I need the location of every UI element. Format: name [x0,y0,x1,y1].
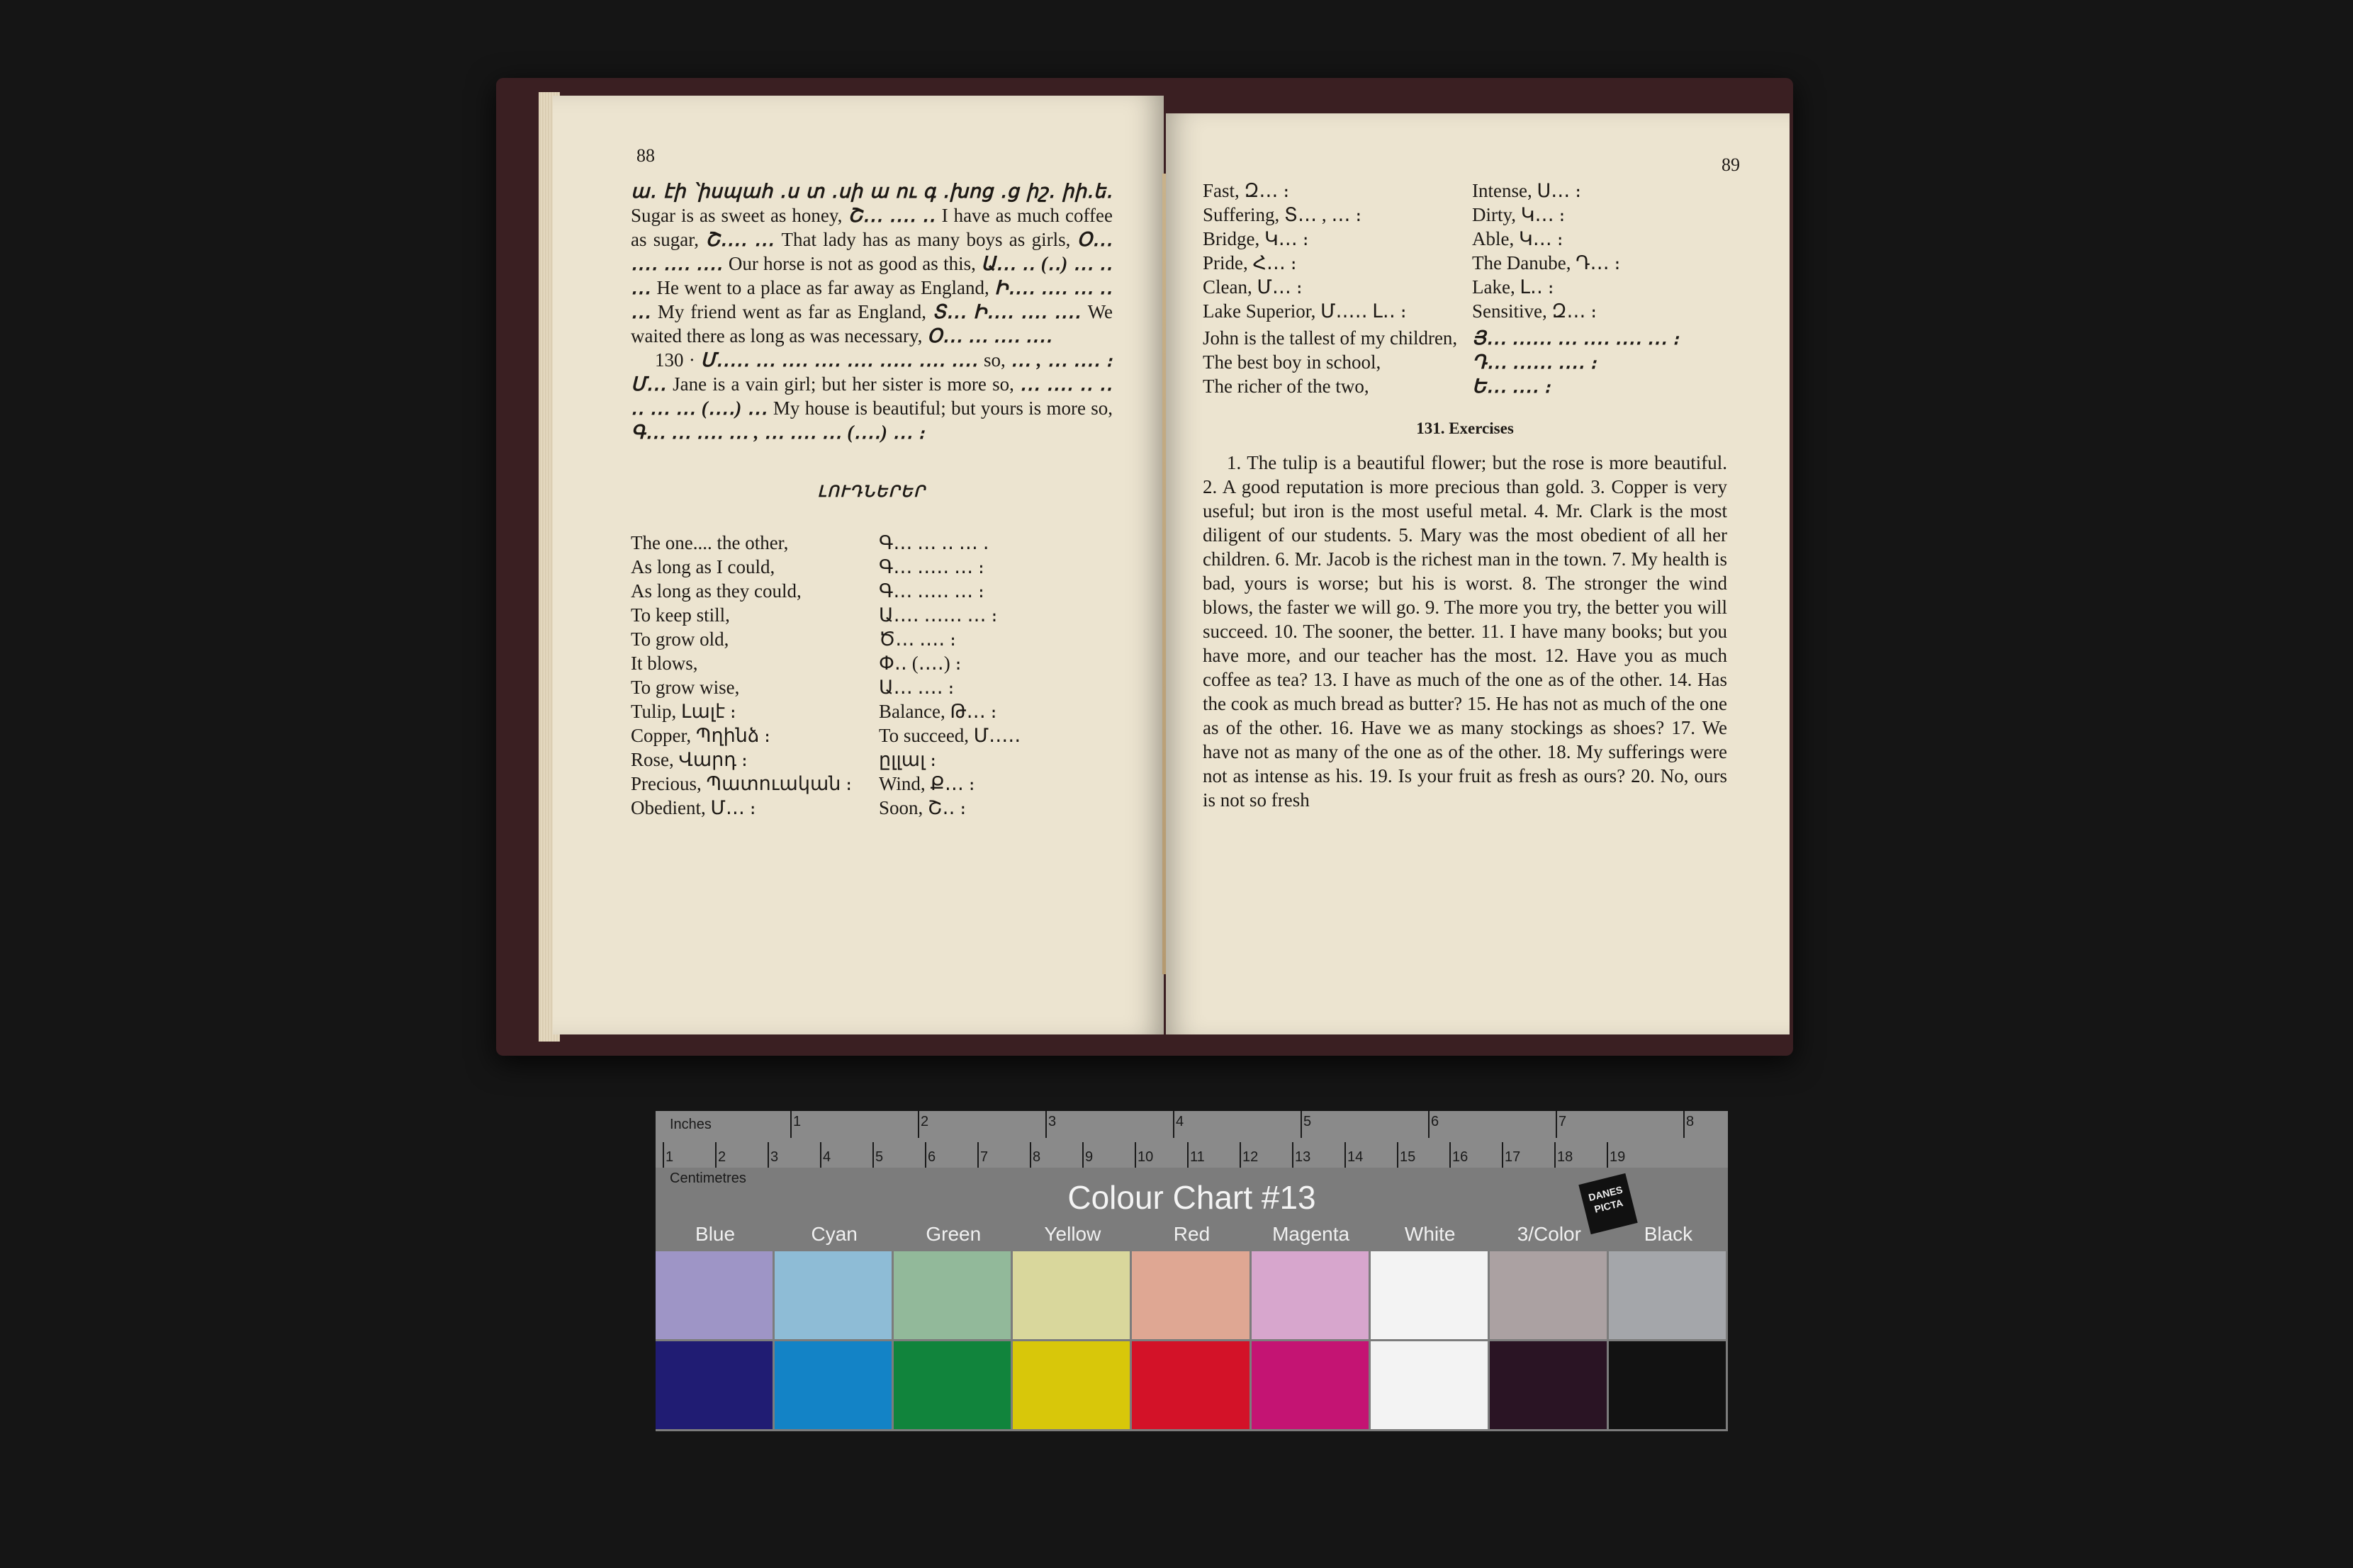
cm-tick-label: 7 [980,1149,989,1165]
colour-chart [656,1111,1728,1431]
cm-tick [1344,1142,1346,1168]
cm-tick [1135,1142,1136,1168]
vocab-entry: To keep still, [631,604,730,626]
vocab-entry: Bridge, Կ․․․ ։ [1203,228,1309,249]
english-text: so, [984,349,1011,371]
armenian-text: Շ․․․․ ․․․ [705,229,782,250]
vocab-entry: Ծ․․․ ․․․․ ։ [879,628,957,650]
vocab-entry: Ա․․․․ ․․․․․․ ․․․ ։ [879,604,998,626]
cm-tick-label: 1 [666,1149,674,1165]
colour-label: Yellow [1044,1223,1101,1245]
cm-tick [1030,1142,1031,1168]
colour-swatch-black-solid [1609,1341,1728,1431]
colour-label: 3/Color [1517,1223,1581,1245]
colour-label: Green [926,1223,982,1245]
cm-tick-label: 12 [1242,1149,1259,1165]
right-page [1166,113,1790,1034]
inch-tick-label: 3 [1048,1114,1057,1129]
page-number: 89 [1722,154,1740,175]
inch-tick-label: 1 [793,1114,802,1129]
english-text: My friend went as far as England, [657,301,933,322]
vocab-heading: ԼՈՒԴՆԵՐԵՐ [817,483,926,500]
cm-tick [663,1142,664,1168]
vocab-entry: Dirty, Կ․․․ ։ [1472,204,1566,225]
colour-label: Blue [695,1223,736,1245]
cm-tick [1607,1142,1608,1168]
cm-tick [1502,1142,1503,1168]
vocab-entry: Tulip, Լալէ ։ [631,701,736,722]
phrase-entry: The best boy in school, [1203,351,1381,373]
phrase-entry: The richer of the two, [1203,376,1369,397]
vocab-entry: The one.... the other, [631,532,789,553]
cm-tick-label: 10 [1138,1149,1154,1165]
cm-tick-label: 18 [1557,1149,1573,1165]
cm-tick-label: 2 [718,1149,726,1165]
english-text: 130 · [655,349,701,371]
inch-tick-label: 4 [1176,1114,1184,1129]
armenian-text: Օ․․․ ․․․ ․․․․ ․․․․ [927,325,1053,346]
colour-swatch-magenta-solid [1252,1341,1371,1431]
phrase-entry: Ե․․․ ․․․․ ։ [1472,376,1551,397]
vocab-entry: To grow wise, [631,677,740,698]
colour-label: Red [1173,1223,1211,1245]
cm-tick-label: 14 [1347,1149,1364,1165]
cm-tick [1292,1142,1293,1168]
right-page-text [1203,179,1727,812]
vocab-entry: Pride, Հ․․․ ։ [1203,252,1297,273]
intro-paragraph [631,179,1113,348]
vocab-entry: To grow old, [631,628,729,650]
cm-tick-label: 9 [1085,1149,1094,1165]
english-text: We waited there as long as was necessary, [631,301,1113,346]
vocab-list [631,531,1113,820]
colour-labels [656,1223,1728,1251]
brand-logo: DANES PICTA [1578,1173,1637,1234]
inch-tick [790,1111,792,1138]
cm-tick [715,1142,717,1168]
armenian-text: Մ․․․․․ ․․․ ․․․․ ․․․․ ․․․․ ․․․․․ ․․․․ ․․․․ [700,349,984,371]
colour-label: White [1404,1223,1456,1245]
vocab-entry: Clean, Մ․․․ ։ [1203,276,1303,298]
colour-swatch-3color-tint [1490,1251,1609,1341]
phrase-entry: Յ․․․ ․․․․․․ ․․․ ․․․․ ․․․․ ․․․ ։ [1472,327,1680,349]
armenian-text: Օ․․․ ․․․․ ․․․․ ․․․․ [631,229,1113,274]
vocab-entry: Rose, Վարդ ։ [631,749,748,770]
vocab-entry: The Danube, Դ․․․ ։ [1472,252,1621,273]
vocab-entry: ըլլալ ։ [879,749,937,770]
colour-swatch-black-tint [1609,1251,1728,1341]
vocab-entry: Soon, Շ․․ ։ [879,797,967,818]
vocab-entry: Wind, Ք․․․ ։ [879,773,975,794]
colour-swatch-white-solid [1371,1341,1490,1431]
colour-swatch-magenta-tint [1252,1251,1371,1341]
colour-swatch-3color-solid [1490,1341,1609,1431]
colour-swatch-yellow-solid [1013,1341,1132,1431]
cm-tick [925,1142,926,1168]
left-page [553,96,1164,1034]
phrase-entry: John is the tallest of my children, [1203,327,1458,349]
cm-tick-label: 16 [1452,1149,1468,1165]
exercises-heading: 131. Exercises [1416,419,1514,437]
inch-tick [1428,1111,1430,1138]
armenian-text: Տ․․․ Ի․․․․ ․․․․ ․․․․ [932,301,1088,322]
cm-tick [872,1142,874,1168]
armenian-text: Գ․․․ ․․․ ․․․․ ․․․ , ․․․ ․․․․ ․․․ (․․․․) ․․․ ։ [631,422,926,443]
vocab-entry: Obedient, Մ․․․ ։ [631,797,756,818]
colour-swatch-red-tint [1132,1251,1251,1341]
left-page-text [631,179,1113,820]
vocab-entry: Ա․․․ ․․․․ ։ [879,677,955,698]
english-text: My house is beautiful; but yours is more so, [773,397,1113,419]
vocab-entry: Suffering, Տ․․․ , ․․․ ։ [1203,204,1362,225]
inch-tick [1173,1111,1174,1138]
vocab-entry: As long as they could, [631,580,802,602]
colour-swatch-cyan-tint [775,1251,894,1341]
vocab-entry: Precious, Պատուական ։ [631,773,853,794]
colour-swatch-blue-tint [656,1251,775,1341]
english-text: That lady has as many boys as girls, [781,229,1077,250]
cm-tick [977,1142,979,1168]
cm-tick [820,1142,821,1168]
inch-tick [1556,1111,1557,1138]
cm-tick-label: 3 [770,1149,779,1165]
armenian-text: ․․․ , ․․․ ․․․․ ։ Մ․․․ [631,349,1113,395]
cm-tick-label: 11 [1190,1149,1205,1165]
centimetres-label: Centimetres [670,1171,746,1186]
vocab-entry: Fast, Զ․․․ ։ [1203,180,1290,201]
english-text: Sugar is as sweet as honey, [631,205,848,226]
armenian-text: Շ․․․ ․․․․ ․․ [848,205,942,226]
vocab-entry: Lake, Լ․․ ։ [1472,276,1554,298]
colour-label: Magenta [1272,1223,1350,1245]
vocab-entry: Sensitive, Զ․․․ ։ [1472,300,1597,322]
vocab-entry: To succeed, Մ․․․․․ [879,725,1021,746]
vocab-entry: Գ․․․ ․․․․․ ․․․ ։ [879,556,985,577]
cm-tick-label: 17 [1505,1149,1521,1165]
english-text: He went to a place as far away as England, [656,277,995,298]
colour-label: Black [1644,1223,1693,1245]
vocab-entry: Balance, Թ․․․ ։ [879,701,997,722]
colour-swatch-green-tint [894,1251,1013,1341]
colour-swatches [656,1251,1728,1431]
english-text: I have as much coffee as sugar, [631,205,1113,250]
colour-swatch-white-tint [1371,1251,1490,1341]
cm-tick-label: 6 [928,1149,936,1165]
cm-tick-label: 19 [1610,1149,1626,1165]
page-number: 88 [636,145,655,166]
cm-tick-label: 4 [823,1149,831,1165]
inch-tick-label: 7 [1559,1114,1567,1129]
vocab-entry: Copper, Պղինձ ։ [631,725,771,746]
cm-tick-label: 13 [1295,1149,1311,1165]
vocab-entry: As long as I could, [631,556,775,577]
colour-label: Cyan [811,1223,858,1245]
colour-swatch-red-solid [1132,1341,1251,1431]
colour-swatch-blue-solid [656,1341,775,1431]
colour-swatch-green-solid [894,1341,1013,1431]
cm-tick [1240,1142,1241,1168]
vocab-entry: Գ․․․ ․․․ ․․ ․․․ ․ [879,532,989,553]
vocab-entry: Գ․․․ ․․․․․ ․․․ ։ [879,580,985,602]
cm-tick-label: 8 [1033,1149,1041,1165]
inches-label: Inches [670,1117,712,1132]
vocab-entry: Able, Կ․․․ ։ [1472,228,1563,249]
vocab-entry: Փ․․ (․․․․) ։ [879,653,962,674]
vocab-entry: Lake Superior, Մ․․․․․ Լ․․ ։ [1203,300,1407,322]
cm-tick-label: 15 [1400,1149,1416,1165]
english-text: Our horse is not as good as this, [728,253,982,274]
cm-tick [1554,1142,1556,1168]
cm-tick [1449,1142,1451,1168]
inch-tick [1301,1111,1302,1138]
ruler [656,1111,1728,1168]
cm-tick [1082,1142,1084,1168]
vocab-entry: It blows, [631,653,698,674]
armenian-text: ․․․ ․․․․ ․․ ․․ ․․ ․․․ ․․․ (․․․․) ․․․ [631,373,1113,419]
vocab-entry: Intense, Ս․․․ ։ [1472,180,1582,201]
chart-title: Colour Chart #13 [1067,1179,1316,1216]
inch-tick-label: 5 [1303,1114,1312,1129]
cm-tick [768,1142,769,1168]
phrase-list [1203,326,1727,398]
inch-tick-label: 6 [1431,1114,1439,1129]
armenian-text: Ի․․․․ ․․․․ ․․․ ․․ ․․․ [631,277,1113,322]
section-130-paragraph [631,348,1113,444]
inch-tick-label: 8 [1686,1114,1695,1129]
colour-swatch-cyan-solid [775,1341,894,1431]
inch-tick-label: 2 [921,1114,929,1129]
phrase-entry: Դ․․․ ․․․․․․ ․․․․ ։ [1472,351,1597,373]
cm-tick [1187,1142,1189,1168]
cm-tick-label: 5 [875,1149,884,1165]
inch-tick [1045,1111,1047,1138]
exercises-text: 1. The tulip is a beautiful flower; but the rose is more beautiful. 2. A good reputation is more precious than gold. 3. Copper is very useful; but iron is the most useful metal. 4. Mr. Clark is the most diligent of our students. 5. Mary was the most obedient of all her children. 6. Mr. Jacob is the richest man in the town. 7. My health is bad, yours is worse; but his is worst. 8. The stronger the wind blows, the faster we will go. 9. The more you try, the better you will succeed. 10. The sooner, the better. 11. I have many books; but you have more, and our teacher has the most. 12. Have you as much coffee as tea? 13. I have as much of the one as of the other. 14. Has the cook as much bread as butter? 15. He has not as much of the one as of the other. 16. Have we as many stockings as shoes? 17. We have not as many of the one as of the other. 18. My sufferings were not as intense as his. 19. Is your fruit as fresh as ours? 20. No, ours is not so fresh [1203,452,1727,811]
vocab-list [1203,179,1727,323]
armenian-text: ա․ էի ՝իսպահ ․ս տ ․սի ա ու գ ․խոց ․ց իշ․ իի․ե․ [631,181,1113,202]
english-text: Jane is a vain girl; but her sister is more so, [673,373,1021,395]
cm-tick [1397,1142,1398,1168]
inch-tick [1683,1111,1685,1138]
colour-swatch-yellow-tint [1013,1251,1132,1341]
inch-tick [918,1111,919,1138]
armenian-text: Ա․․․ ․․ (․․) ․․․ ․․ ․․․ [631,253,1113,298]
